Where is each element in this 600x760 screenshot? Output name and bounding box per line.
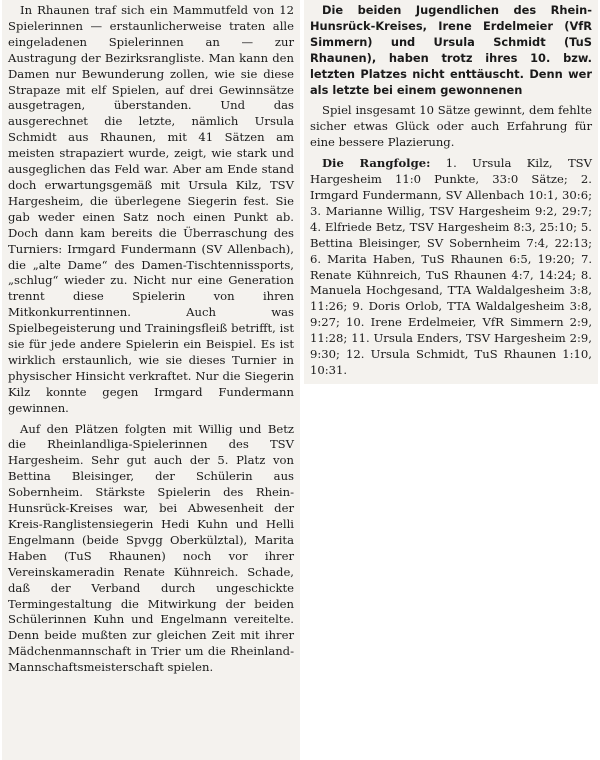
article-paragraph-1: In Rhaunen traf sich ein Mammutfeld von 12 Spielerinnen — erstaunlicherweise traten alle eingeladenen Spielerinnen an — zur Austragung der Bezirksrangliste. Man kann den Damen nur Bewunderung zollen, wie sie diese Strapaze mit elf Spielen, auf drei Gewinnsätze ausgetragen, überstanden. Und das ausgerechnet die letzte, nämlich Ursula Schmidt aus Rhaunen, mit 41 Sätzen am meisten strapaziert wurde, zeigt, wie stark und ausgeglichen das Feld war. Aber am Ende stand doch erwartungsgemäß mit Ursula Kilz, TSV Hargesheim, die überlegene Siegerin fest. Sie gab weder einen Satz noch einen Punkt ab. Doch dann kam bereits die Überraschung des Turniers: Irmgard Fundermann (SV Allenbach), die „alte Dame“ des Damen-Tischtennissports, „schlug“ wieder zu. Nicht nur eine Generation trennt diese Spielerin von ihren Mitkonkurrentinnen. Auch was Spielbegeisterung und Trainingsfleiß betrifft, ist sie für jede andere Spielerin ein Beispiel. Es ist wirklich erstaunlich, wie sie dieses Turnier in physischer Hinsicht verkraftet. Nur die Siegerin Kilz konnte gegen Irmgard Fundermann gewinnen.	[8, 3, 294, 415]
rankings-paragraph	[310, 156, 592, 379]
rankings-label: Die Rangfolge:	[322, 156, 431, 171]
article-right-column	[304, 0, 598, 384]
rankings-text: 1. Ursula Kilz, TSV Hargesheim 11:0 Punkte, 33:0 Sätze; 2. Irmgard Fundermann, SV Allenbach 10:1, 30:6; 3. Marianne Willig, TSV Hargesheim 9:2, 29:7; 4. Elfriede Betz, TSV Hargesheim 8:3, 25:10; 5. Bettina Bleisinger, SV Sobernheim 7:4, 22:13; 6. Marita Haben, TuS Rhaunen 6:5, 19:20; 7. Renate Kühnreich, TuS Rhaunen 4:7, 14:24; 8. Manuela Hochgesand, TTA Waldalgesheim 3:8, 11:26; 9. Doris Orlob, TTA Waldalgesheim 3:8, 9:27; 10. Irene Erdelmeier, VfR Simmern 2:9, 11:28; 11. Ursula Enders, TSV Hargesheim 2:9, 9:30; 12. Ursula Schmidt, TuS Rhaunen 1:10, 10:31.	[310, 156, 592, 377]
article-lead-paragraph: Die beiden Jugendlichen des Rhein-Hunsrück-Kreises, Irene Erdelmeier (VfR Simmern) und Ursula Schmidt (TuS Rhaunen), haben trotz ihres 10. bzw. letzten Platzes nicht enttäuscht. Denn wer als letzte bei einem gewonnenen	[310, 3, 592, 97]
article-left-column	[2, 0, 300, 760]
article-paragraph-2: Auf den Plätzen folgten mit Willig und Betz die Rheinlandliga-Spielerinnen des TSV Hargesheim. Sehr gut auch der 5. Platz von Bettina Bleisinger, der Schülerin aus Sobernheim. Stärkste Spielerin des Rhein-Hunsrück-Kreises war, bei Abwesenheit der Kreis-Ranglistensiegerin Hedi Kuhn und Helli Engelmann (beide Spvgg Oberkülztal), Marita Haben (TuS Rhaunen) noch vor ihrer Vereinskameradin Renate Kühnreich. Schade, daß der Verband durch ungeschickte Termingestaltung die Mitwirkung der beiden Schülerinnen Kuhn und Engelmann vereitelte. Denn beide mußten zur gleichen Zeit mit ihrer Mädchenmannschaft in Trier um die Rheinland-Mannschaftsmeisterschaft spielen.	[8, 421, 294, 675]
article-continuation-paragraph: Spiel insgesamt 10 Sätze gewinnt, dem fehlte sicher etwas Glück oder auch Erfahrung für eine bessere Plazierung.	[310, 103, 592, 150]
